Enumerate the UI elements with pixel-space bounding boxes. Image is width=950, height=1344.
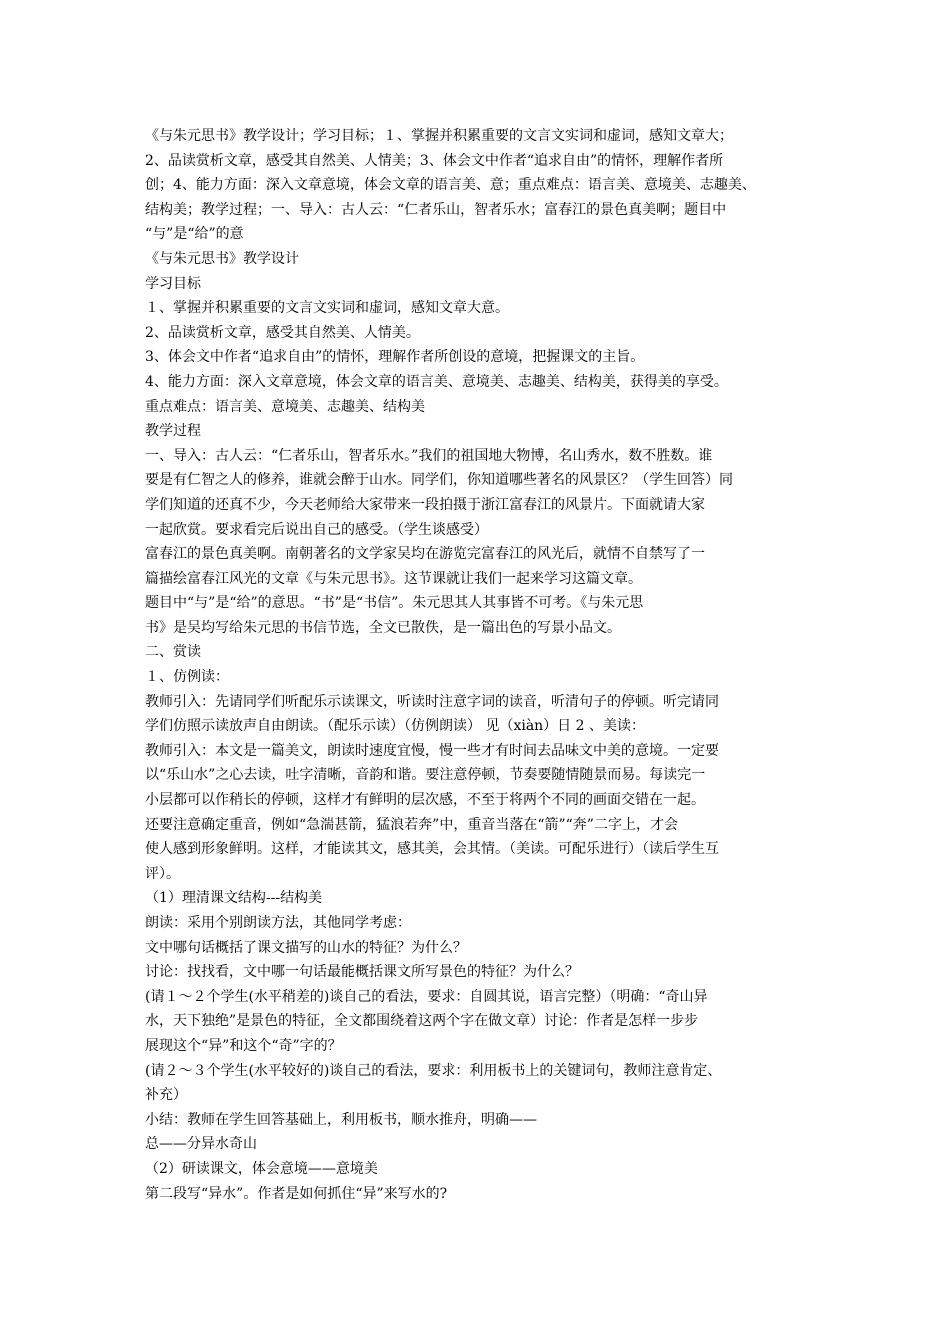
text-line: 教师引入：本文是一篇美文，朗读时速度宜慢，慢一些才有时间去品味文中美的意境。一定要 [145, 742, 719, 759]
text-line: 小层都可以作稍长的停顿，这样才有鲜明的层次感，不至于将两个不同的画面交错在一起。 [145, 792, 705, 809]
text-line: 4、能力方面：深入文章意境，体会文章的语言美、意境美、志趣美、结构美，获得美的享受。 [145, 373, 728, 390]
text-line: 重点难点：语言美、意境美、志趣美、结构美 [145, 398, 425, 415]
text-line: (请２～３个学生(水平较好的)谈自己的看法，要求：利用板书上的关键词句，教师注意肯定、 [145, 1062, 722, 1079]
text-line: 题目中“与”是“给”的意思。“书”是“书信”。朱元思其人其事皆不可考。《与朱元思 [145, 595, 644, 612]
text-line: 《与朱元思书》教学设计；学习目标；１、掌握并积累重要的文言文实词和虚词，感知文章大； [145, 128, 733, 144]
text-line: (请１～２个学生(水平稍差的)谈自己的看法，要求：自圆其说，语言完整）（明确：“奇山异 [145, 988, 708, 1005]
text-line: 水，天下独绝”是景色的特征，全文都围绕着这两个字在做文章）讨论：作者是怎样一步步 [145, 1013, 699, 1030]
text-line: 结构美；教学过程；一、导入：古人云：“仁者乐山，智者乐水；富春江的景色真美啊；题目中 [145, 201, 727, 218]
text-line: （1）理清课文结构---结构美 [145, 890, 323, 907]
text-line: 要是有仁智之人的修养，谁就会醉于山水。同学们，你知道哪些著名的风景区？（学生回答）同 [145, 472, 733, 489]
text-line: 创；4、能力方面：深入文章意境，体会文章的语言美、意；重点难点：语言美、意境美、志趣美、 [145, 177, 756, 194]
text-line: 学们知道的还真不少，今天老师给大家带来一段拍摄于浙江富春江的风景片。下面就请大家 [145, 496, 705, 513]
text-line: 小结：教师在学生回答基础上，利用板书，顺水推舟，明确—— [145, 1111, 537, 1128]
text-line: 一、导入：古人云：“仁者乐山，智者乐水。”我们的祖国地大物博，名山秀水，数不胜数。谁 [145, 447, 713, 464]
text-line: 评）。 [145, 865, 180, 882]
text-line: １、掌握并积累重要的文言文实词和虚词，感知文章大意。 [145, 300, 509, 317]
text-line: 以“乐山水”之心去读，吐字清晰，音韵和谐。要注意停顿，节奏要随情随景而易。每读完一 [145, 767, 706, 784]
text-line: 补充） [145, 1087, 187, 1104]
text-line: 一起欣赏。要求看完后说出自己的感受。（学生谈感受） [145, 521, 488, 538]
text-line: 第二段写“异水”。作者是如何抓住“异”来写水的? [145, 1185, 448, 1202]
text-line: 朗读：采用个别朗读方法，其他同学考虑： [145, 915, 411, 931]
section-heading: 二、赏读 [145, 644, 201, 661]
text-line: “与”是“给”的意 [145, 226, 244, 243]
text-line: 篇描绘富春江风光的文章《与朱元思书》。这节课就让我们一起来学习这篇文章。 [145, 570, 642, 587]
text-line: （2）研读课文，体会意境——意境美 [145, 1160, 378, 1177]
section-heading: 教学过程 [145, 423, 201, 440]
document-body [145, 124, 815, 1206]
text-line: 使人感到形象鲜明。这样，才能读其文，感其美，会其情。（美读。可配乐进行）（读后学生互 [145, 841, 719, 858]
text-line: 还要注意确定重音，例如“急湍甚箭，猛浪若奔”中，重音当落在“箭”“奔”二字上，才会 [145, 816, 678, 833]
text-line: 2、品读赏析文章，感受其自然美、人情美；3、体会文中作者“追求自由”的情怀，理解作者所 [145, 152, 724, 169]
text-line: 展现这个“异”和这个“奇”字的？ [145, 1037, 342, 1054]
section-heading: 学习目标 [145, 275, 201, 292]
text-line: 总——分异水奇山 [145, 1136, 257, 1153]
text-line: 讨论：找找看，文中哪一句话最能概括课文所写景色的特征？为什么？ [145, 964, 579, 981]
text-line: 富春江的景色真美啊。南朝著名的文学家吴均在游览完富春江的风光后，就情不自禁写了一 [145, 546, 705, 563]
text-line: 3、体会文中作者“追求自由”的情怀，理解作者所创设的意境，把握课文的主旨。 [145, 349, 645, 366]
text-line: 2、品读赏析文章，感受其自然美、人情美。 [145, 324, 420, 341]
text-line: １、仿例读： [145, 669, 229, 686]
document-title: 《与朱元思书》教学设计 [145, 250, 299, 267]
text-line: 学们仿照示读放声自由朗读。（配乐示读）（仿例朗读） 见（xiàn）日 2 、美读： [145, 718, 645, 735]
text-line: 教师引入：先请同学们听配乐示读课文，听读时注意字词的读音，听清句子的停顿。听完请同 [145, 693, 719, 710]
text-line: 文中哪句话概括了课文描写的山水的特征？为什么？ [145, 939, 467, 956]
text-line: 书》是吴均写给朱元思的书信节选，全文已散佚，是一篇出色的写景小品文。 [145, 619, 621, 636]
